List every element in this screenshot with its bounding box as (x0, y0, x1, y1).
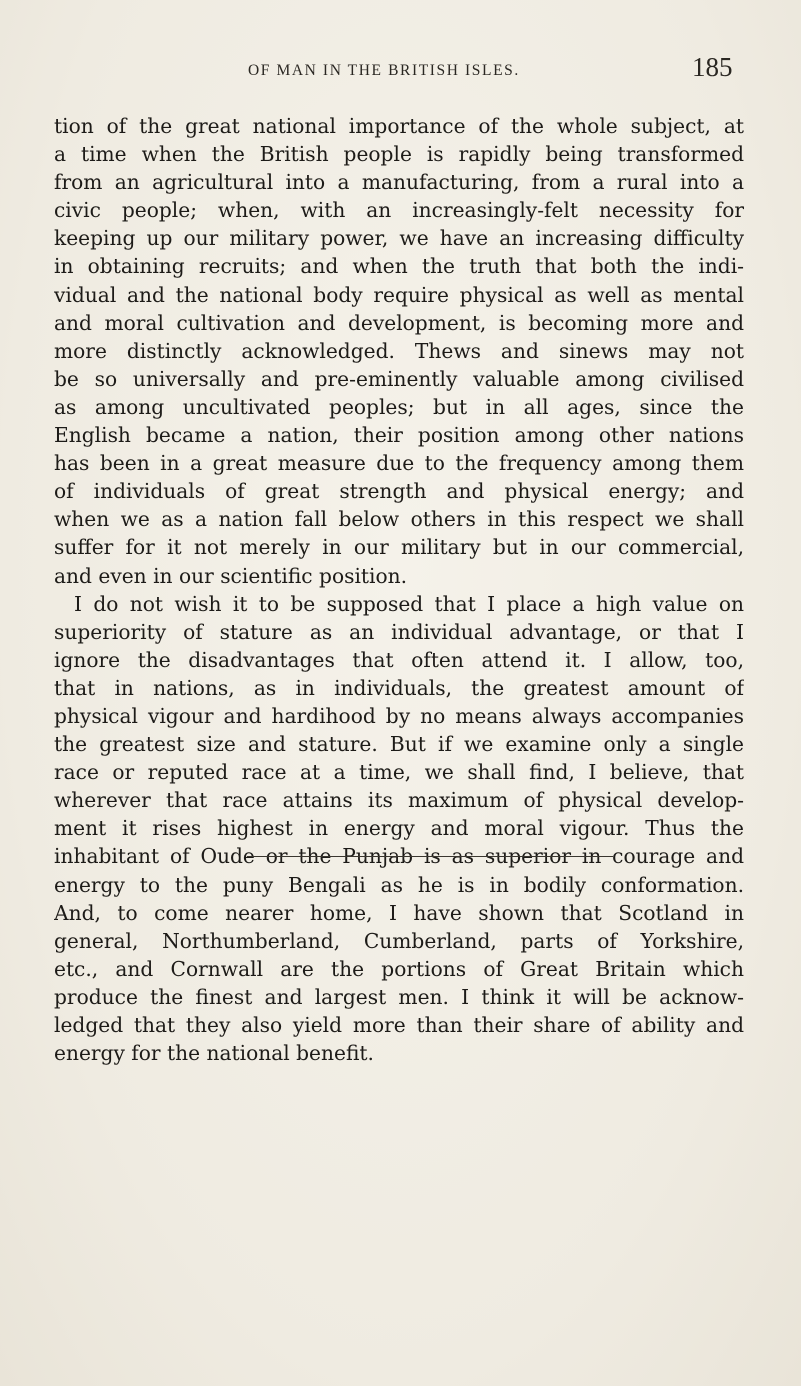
text-line: general, Northumberland, Cumberland, parts of Yorkshire, (54, 928, 744, 953)
text-line: civic people; when, with an increasingly-felt necessity for (54, 198, 744, 223)
paragraph (54, 112, 744, 590)
text-line: wherever that race attains its maximum of physical develop- (54, 788, 744, 813)
text-line: produce the finest and largest men. I think it will be acknow- (54, 984, 744, 1009)
text-line: from an agricultural into a manufacturing, from a rural into a (54, 170, 744, 195)
text-line: ledged that they also yield more than their share of ability and (54, 1013, 744, 1037)
text-line: has been in a great measure due to the frequency among them (54, 451, 744, 476)
text-line: ment it rises highest in energy and moral vigour. Thus the (54, 816, 744, 841)
text-line: more distinctly acknowledged. Thews and sinews may not (54, 338, 744, 363)
page-number: 185 (692, 52, 733, 82)
section-end-rule (247, 856, 613, 857)
text-line: vidual and the national body require physical as well as mental (54, 282, 744, 307)
text-line: physical vigour and hardihood by no means always accompanies (54, 703, 744, 728)
paragraph (54, 590, 744, 1068)
text-line: a time when the British people is rapidly being transformed (54, 142, 744, 167)
text-line: keeping up our military power, we have an increasing difficulty (54, 226, 744, 251)
text-line: race or reputed race at a time, we shall find, I believe, that (54, 760, 744, 785)
text-line: suffer for it not merely in our military but in our commercial, (54, 535, 744, 560)
text-line: energy for the national benefit. (54, 1041, 374, 1066)
text-line: that in nations, as in individuals, the greatest amount of (54, 675, 744, 700)
text-line: when we as a nation fall below others in this respect we shall (54, 507, 744, 532)
text-line: I do not wish it to be supposed that I place a high value on (74, 591, 744, 616)
text-line: And, to come nearer home, I have shown that Scotland in (54, 900, 744, 925)
text-line: and moral cultivation and development, is becoming more and (54, 310, 744, 335)
text-line: etc., and Cornwall are the portions of Great Britain which (54, 956, 744, 981)
text-line: English became a nation, their position among other nations (54, 423, 744, 448)
text-line: ignore the disadvantages that often attend it. I allow, too, (54, 647, 744, 672)
text-line: be so universally and pre-eminently valuable among civilised (54, 366, 744, 391)
text-line: the greatest size and stature. But if we examine only a single (54, 732, 744, 757)
text-line: and even in our scientific position. (54, 563, 408, 588)
text-line: inhabitant of Oude or the Punjab is as superior in courage and (54, 844, 744, 869)
running-head: OF MAN IN THE BRITISH ISLES. (248, 62, 520, 79)
text-line: in obtaining recruits; and when the truth that both the indi- (54, 254, 744, 279)
text-line: tion of the great national importance of the whole subject, at (54, 114, 744, 138)
text-line: as among uncultivated peoples; but in all ages, since the (54, 394, 744, 419)
body-text (54, 112, 744, 1067)
text-line: superiority of stature as an individual advantage, or that I (54, 619, 744, 644)
text-line: of individuals of great strength and physical energy; and (54, 479, 744, 504)
text-line: energy to the puny Bengali as he is in bodily conformation. (54, 872, 744, 897)
